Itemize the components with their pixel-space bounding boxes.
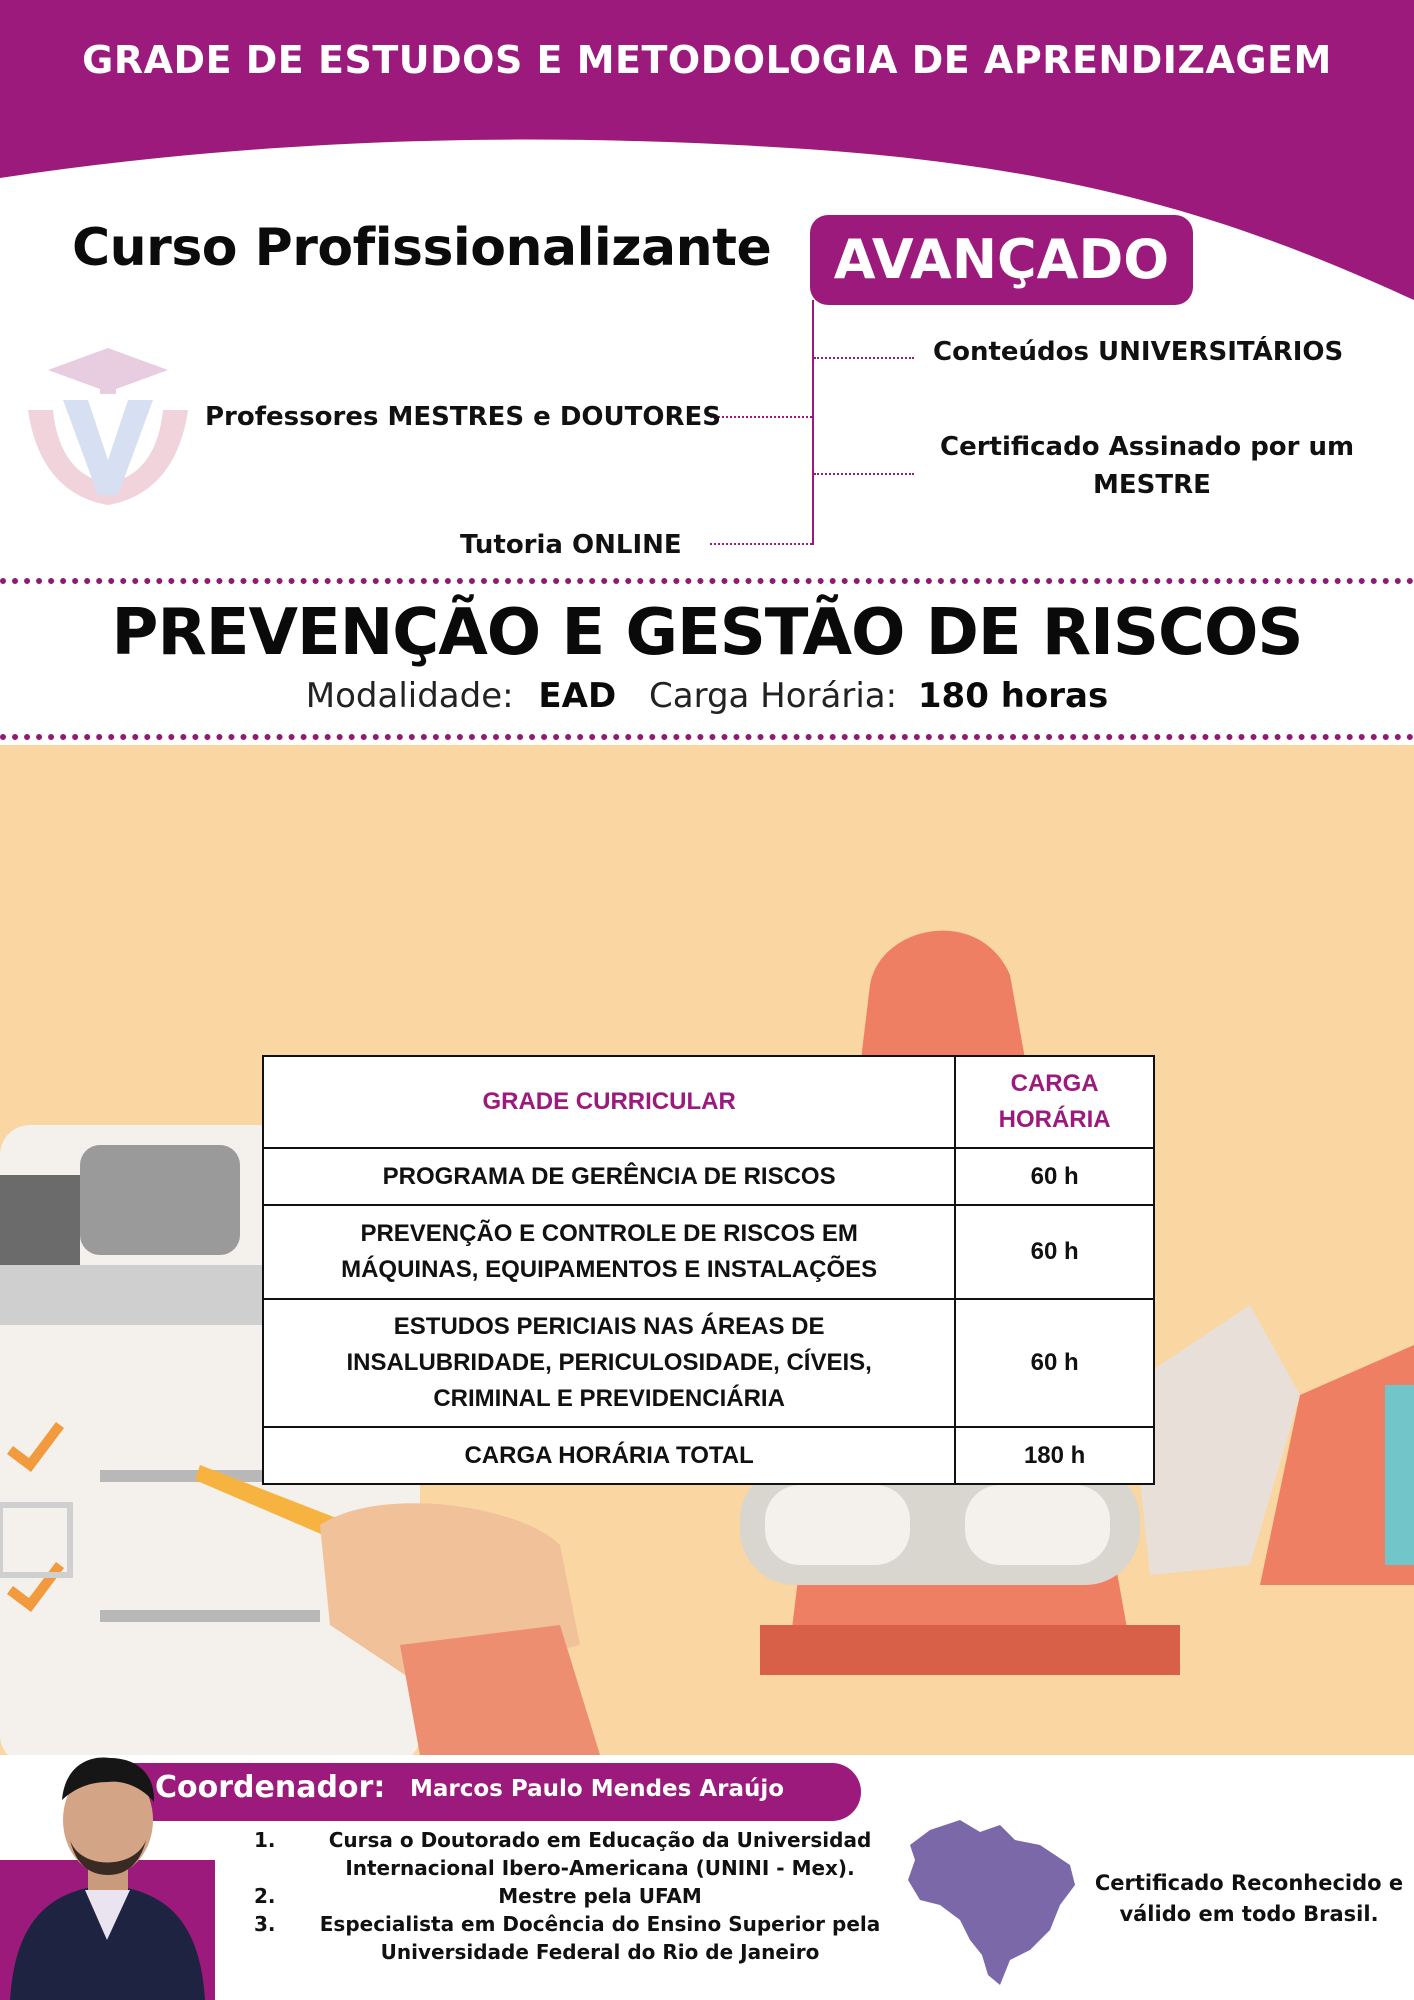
qualification-line: Cursa o Doutorado em Educação da Universidad: [328, 1828, 872, 1852]
header-hours-line2: HORÁRIA: [998, 1106, 1111, 1133]
curriculum-header-row: [263, 1056, 1154, 1148]
header-subject: GRADE CURRICULAR: [263, 1056, 955, 1148]
hours-cell: 60 h: [955, 1299, 1154, 1427]
feature-certificate-line2: MESTRE: [1093, 470, 1211, 500]
total-label: CARGA HORÁRIA TOTAL: [263, 1427, 955, 1484]
workload-label: Carga Horária:: [649, 676, 898, 716]
separator-bottom: [0, 734, 1414, 740]
qualification-item: [250, 1910, 890, 1966]
workload-value: 180 horas: [917, 676, 1109, 716]
hours-cell: 60 h: [955, 1148, 1154, 1205]
modality-label: Modalidade:: [305, 676, 514, 716]
qualification-line: Internacional Ibero-Americana (UNINI - Mex).: [345, 1856, 855, 1880]
certification-line: válido em todo Brasil.: [1119, 1902, 1379, 1926]
qualification-line: Especialista em Docência do Ensino Superior pela: [319, 1912, 881, 1936]
qualification-number: 3.: [254, 1912, 276, 1936]
qualification-line: Mestre pela UFAM: [498, 1884, 702, 1908]
table-row: [263, 1148, 1154, 1205]
qualification-number: 2.: [254, 1884, 276, 1908]
curriculum-table: [262, 1055, 1155, 1485]
qualifications-list: [250, 1826, 890, 1966]
coordinator-name: Marcos Paulo Mendes Araújo: [410, 1776, 785, 1802]
subject-line: CRIMINAL E PREVIDENCIÁRIA: [433, 1385, 785, 1412]
qualification-item: [250, 1882, 890, 1910]
table-row: [263, 1299, 1154, 1427]
level-badge: AVANÇADO: [810, 215, 1193, 305]
qualification-line: Universidade Federal do Rio de Janeiro: [380, 1940, 820, 1964]
subject-cell: [263, 1205, 955, 1299]
course-type: Curso Profissionalizante: [72, 218, 772, 278]
feature-contents: Conteúdos UNIVERSITÁRIOS: [933, 337, 1344, 367]
feature-tutoring: Tutoria ONLINE: [460, 530, 682, 560]
coordinator-photo: [0, 1740, 215, 2000]
coordinator-label: Coordenador:: [155, 1770, 386, 1805]
separator-top: [0, 578, 1414, 584]
hours-cell: 60 h: [955, 1205, 1154, 1299]
feature-certificate-line1: Certificado Assinado por um: [940, 432, 1355, 462]
subject-line: INSALUBRIDADE, PERICULOSIDADE, CÍVEIS,: [346, 1349, 872, 1376]
connector-certificate: [814, 473, 914, 475]
subject-line: ESTUDOS PERICIAIS NAS ÁREAS DE: [393, 1313, 825, 1340]
connector-contents: [814, 357, 914, 359]
total-row: [263, 1427, 1154, 1484]
qualification-item: [250, 1826, 890, 1882]
subject-cell: [263, 1148, 955, 1205]
course-title: PREVENÇÃO E GESTÃO DE RISCOS: [111, 596, 1303, 670]
subject-line: MÁQUINAS, EQUIPAMENTOS E INSTALAÇÕES: [341, 1256, 878, 1283]
graduation-cap-logo: [18, 340, 198, 510]
subject-line: PREVENÇÃO E CONTROLE DE RISCOS EM: [360, 1220, 858, 1247]
connector-tutoring: [710, 543, 812, 545]
header-hours: [955, 1056, 1154, 1148]
feature-professors: Professores MESTRES e DOUTORES: [205, 402, 721, 432]
table-row: [263, 1205, 1154, 1299]
subject-line: PROGRAMA DE GERÊNCIA DE RISCOS: [382, 1162, 836, 1190]
course-meta: [0, 676, 1414, 716]
modality-value: EAD: [538, 676, 617, 716]
certification-text: [1090, 1868, 1408, 1930]
certification-line: Certificado Reconhecido e: [1094, 1871, 1404, 1895]
header-hours-line1: CARGA: [1010, 1070, 1099, 1097]
subject-cell: [263, 1299, 955, 1427]
feature-tree-line: [812, 300, 814, 545]
total-hours: 180 h: [955, 1427, 1154, 1484]
brazil-map-icon: [900, 1810, 1080, 1990]
page-header-title: GRADE DE ESTUDOS E METODOLOGIA DE APRENDIZAGEM: [82, 38, 1332, 82]
qualification-number: 1.: [254, 1828, 276, 1852]
connector-professors: [710, 416, 812, 418]
